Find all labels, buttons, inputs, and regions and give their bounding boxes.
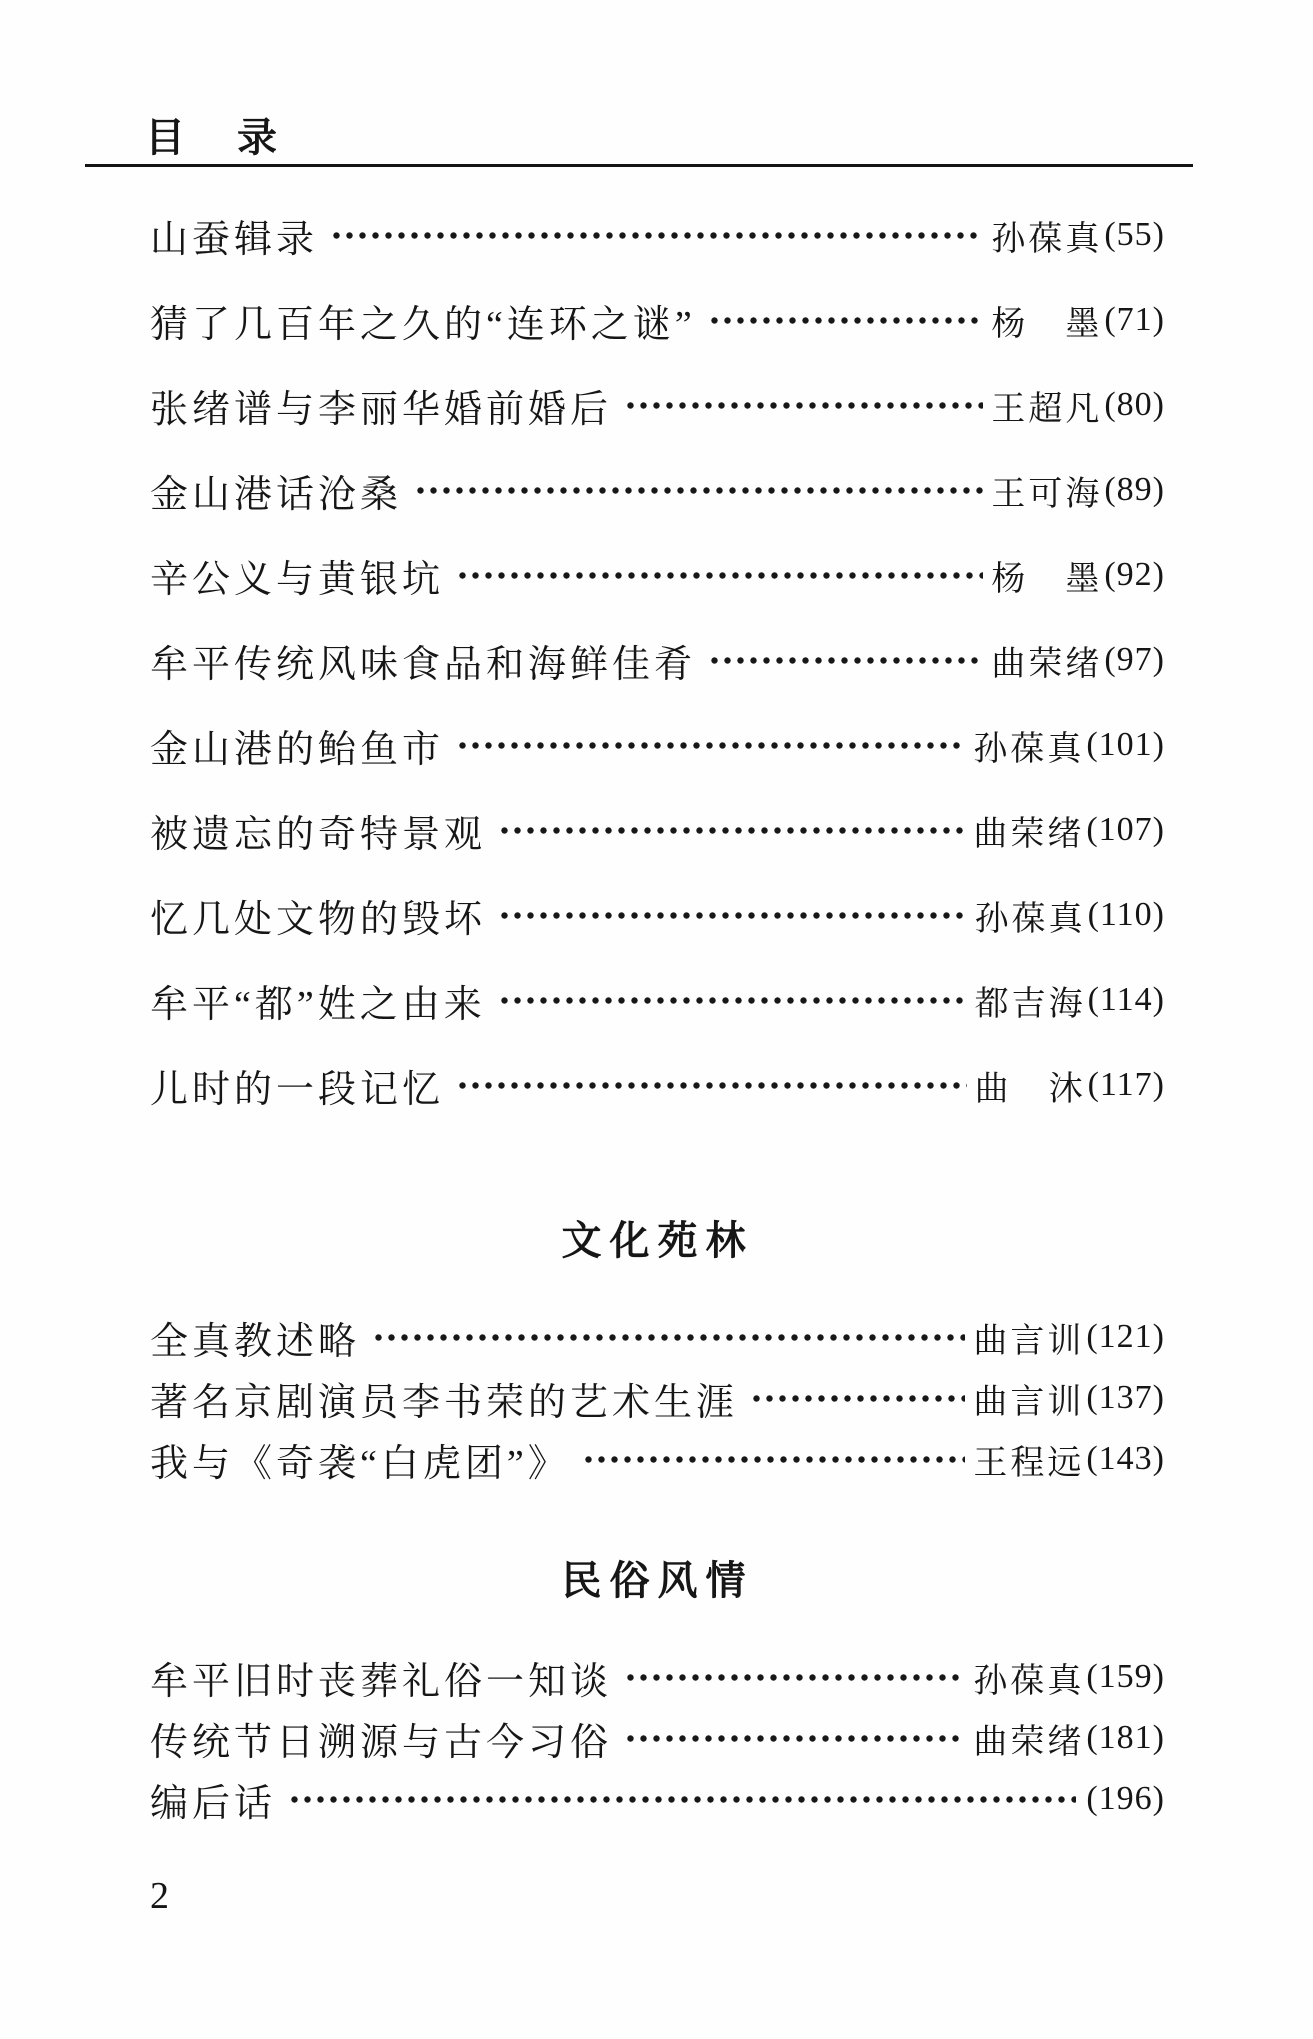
entry-title: 牟平传统风味食品和海鲜佳肴: [150, 643, 697, 686]
entry-title: 金山港话沧桑: [150, 473, 403, 516]
toc-entry: [150, 551, 1165, 599]
dot-leader: [498, 891, 967, 939]
entry-author: 孙葆真: [973, 730, 1085, 768]
entry-title: 传统节日溯源与古今习俗: [150, 1721, 613, 1764]
dot-leader: [498, 806, 965, 854]
toc-section: [150, 1557, 1165, 1823]
toc-entry: [150, 381, 1165, 429]
dot-leader: [582, 1435, 966, 1483]
section-heading: 文化苑林: [561, 1218, 754, 1263]
dot-leader: [708, 296, 984, 344]
dot-leader: [288, 1775, 1076, 1823]
entry-page-number: (101): [1086, 726, 1165, 763]
entry-author: 曲言训: [973, 1383, 1085, 1421]
toc-entry: [150, 466, 1165, 514]
entry-page-number: (97): [1104, 641, 1165, 678]
entry-page-number: (80): [1104, 386, 1165, 423]
toc-section: [150, 211, 1165, 1109]
toc-entry: [150, 1775, 1165, 1823]
dot-leader: [750, 1374, 965, 1422]
entry-title: 我与《奇袭“白虎团”》: [150, 1442, 570, 1485]
entry-author: 曲荣绪: [973, 1723, 1085, 1761]
entry-page-number: (71): [1104, 301, 1165, 338]
dot-leader: [708, 636, 983, 684]
entry-page-number: (107): [1086, 811, 1165, 848]
entry-title: 张绪谱与李丽华婚前婚后: [150, 388, 613, 431]
toc-entry: [150, 1653, 1165, 1701]
entry-author: 杨 墨: [991, 305, 1103, 343]
entry-title: 辛公义与黄银坑: [150, 558, 445, 601]
entry-title: 被遗忘的奇特景观: [150, 813, 487, 856]
dot-leader: [624, 1653, 965, 1701]
entry-page-number: (110): [1087, 896, 1165, 933]
entry-author: 都吉海: [974, 985, 1086, 1023]
entry-author: 王程远: [973, 1444, 1085, 1482]
toc-entry: [150, 721, 1165, 769]
entry-page-number: (89): [1104, 471, 1165, 508]
entry-author: 曲 沐: [974, 1070, 1086, 1108]
entry-author: 孙葆真: [991, 220, 1103, 258]
toc-entry: [150, 211, 1165, 259]
entry-author: 孙葆真: [974, 900, 1086, 938]
toc-entry: [150, 296, 1165, 344]
entry-page-number: (143): [1086, 1440, 1165, 1477]
entry-page-number: (114): [1087, 981, 1165, 1018]
entry-title: 金山港的鲐鱼市: [150, 728, 445, 771]
entry-title: 牟平“都”姓之由来: [150, 983, 486, 1026]
entry-page-number: (181): [1086, 1719, 1165, 1756]
entry-page-number: (196): [1086, 1780, 1165, 1817]
toc-entry: [150, 636, 1165, 684]
dot-leader: [456, 551, 983, 599]
dot-leader: [498, 976, 967, 1024]
dot-leader: [456, 1061, 967, 1109]
toc-entry: [150, 1313, 1165, 1361]
toc-entry: [150, 976, 1165, 1024]
toc-section: [150, 1217, 1165, 1483]
entry-page-number: (121): [1086, 1318, 1165, 1355]
dot-leader: [624, 381, 983, 429]
dot-leader: [330, 211, 983, 259]
entry-title: 山蚕辑录: [150, 218, 319, 261]
section-heading: 民俗风情: [561, 1558, 754, 1603]
entry-author: 孙葆真: [973, 1662, 1085, 1700]
entry-author: 曲言训: [973, 1322, 1085, 1360]
entry-author: 杨 墨: [991, 560, 1103, 598]
dot-leader: [372, 1313, 965, 1361]
entry-author: 曲荣绪: [991, 645, 1103, 683]
toc-entry: [150, 1435, 1165, 1483]
toc-entry: [150, 806, 1165, 854]
entry-title: 忆几处文物的毁坏: [150, 898, 487, 941]
entry-title: 猜了几百年之久的“连环之谜”: [150, 303, 696, 346]
toc: [150, 167, 1165, 1920]
dot-leader: [456, 721, 965, 769]
entry-title: 牟平旧时丧葬礼俗一知谈: [150, 1660, 613, 1703]
dot-leader: [624, 1714, 965, 1762]
page-number: 2: [150, 1875, 169, 1917]
entry-title: 编后话: [150, 1782, 277, 1825]
toc-entry: [150, 891, 1165, 939]
entry-page-number: (117): [1087, 1066, 1165, 1103]
page-title: 目 录: [145, 115, 283, 160]
page-header: [85, 0, 1193, 167]
entry-author: 曲荣绪: [973, 815, 1085, 853]
entry-author: 王可海: [991, 475, 1103, 513]
entry-page-number: (55): [1104, 216, 1165, 253]
toc-entry: [150, 1374, 1165, 1422]
entry-title: 儿时的一段记忆: [150, 1068, 445, 1111]
entry-title: 全真教述略: [150, 1320, 361, 1363]
entry-author: 王超凡: [991, 390, 1103, 428]
entry-page-number: (137): [1086, 1379, 1165, 1416]
toc-entry: [150, 1714, 1165, 1762]
dot-leader: [414, 466, 983, 514]
entry-page-number: (159): [1086, 1658, 1165, 1695]
toc-entry: [150, 1061, 1165, 1109]
entry-title: 著名京剧演员李书荣的艺术生涯: [150, 1381, 739, 1424]
entry-page-number: (92): [1104, 556, 1165, 593]
